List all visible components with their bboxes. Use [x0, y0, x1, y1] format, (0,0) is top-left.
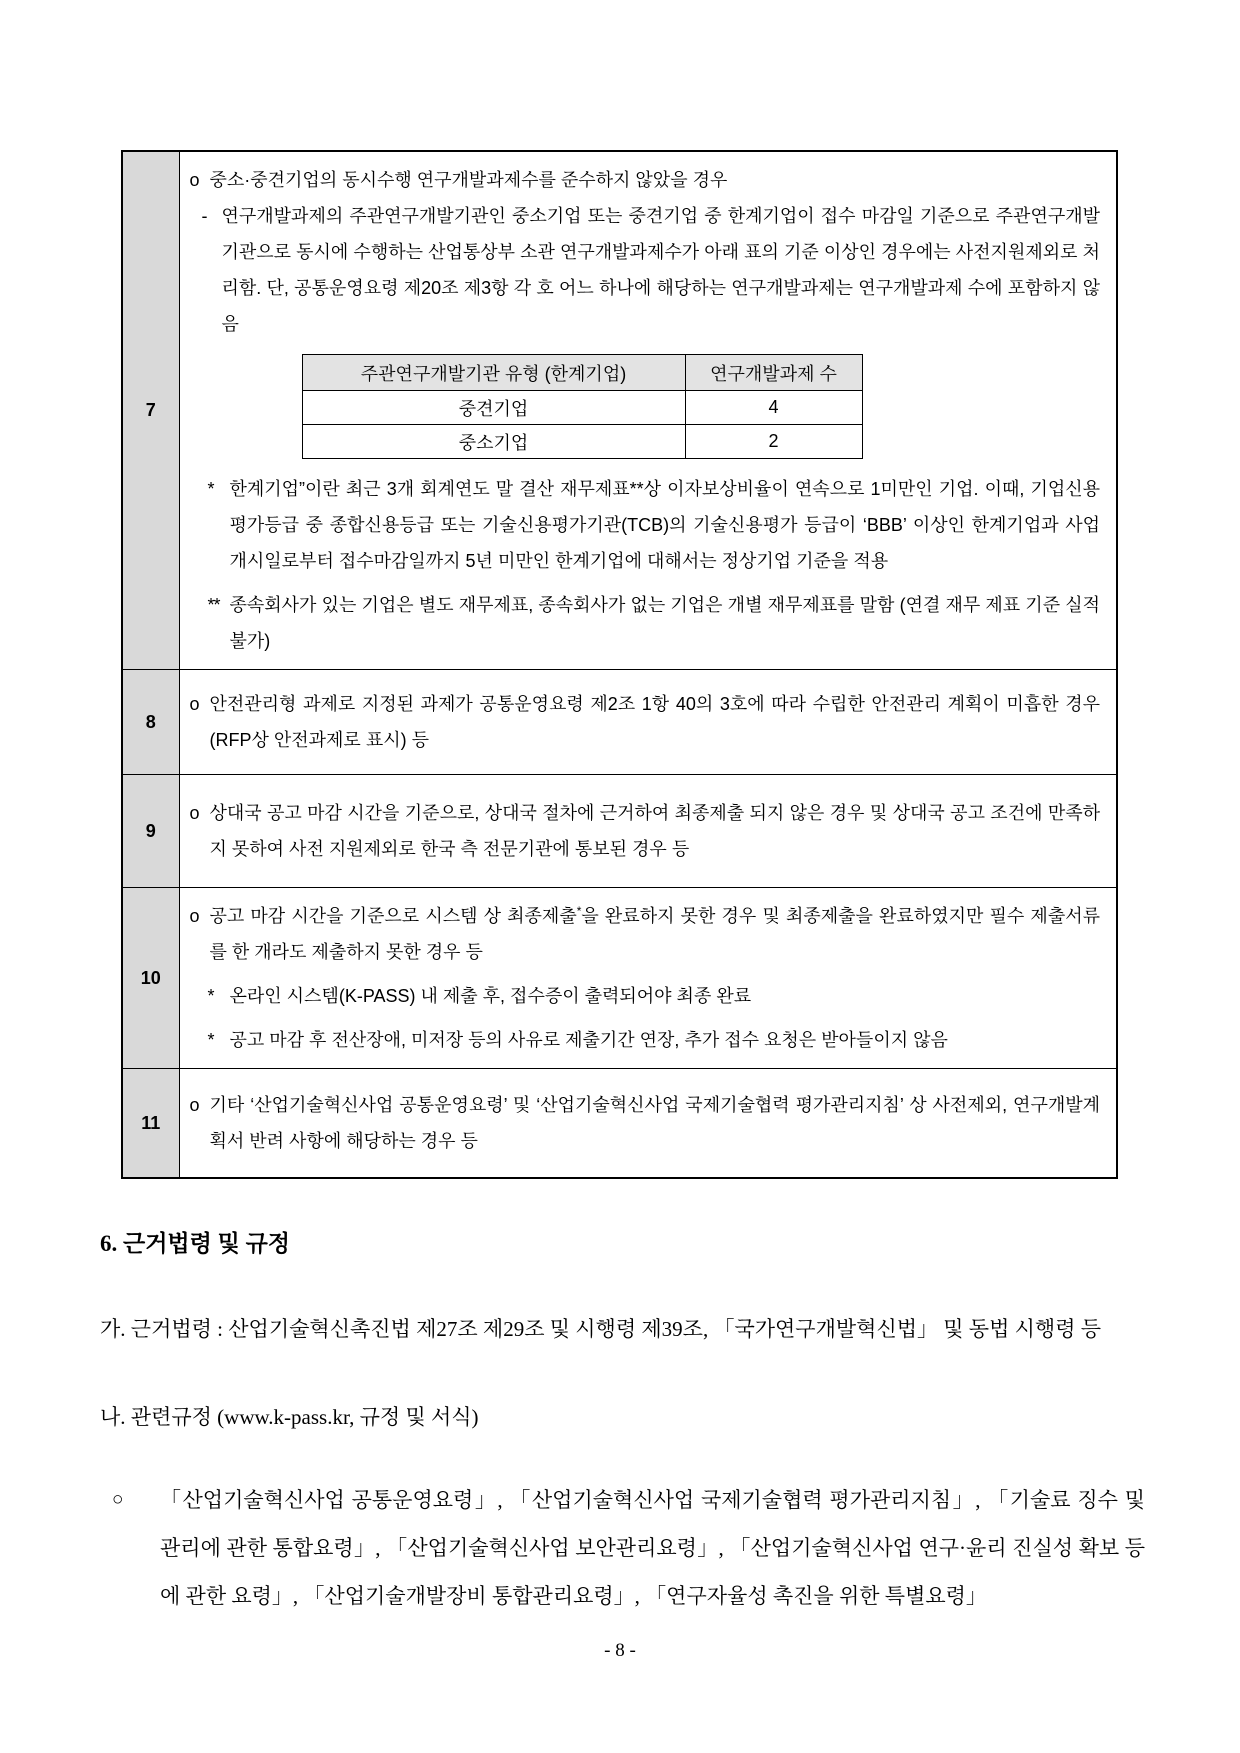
bullet-text: 상대국 공고 마감 시간을 기준으로, 상대국 절차에 근거하여 최종제출 되지 않은 경우 및 상대국 공고 조건에 만족하지 못하여 사전 지원제외로 한국 측 전문기관에 통보된 경우 등	[209, 803, 1100, 859]
footnote-text: 공고 마감 후 전산장애, 미저장 등의 사유로 제출기간 연장, 추가 접수 요청은 받아들이지 않음	[229, 1030, 948, 1050]
limit-table-row-small	[302, 425, 862, 459]
row-number: 11	[122, 1069, 179, 1179]
exclusion-criteria-table	[121, 150, 1118, 1179]
regulations-list-paragraph	[112, 1476, 1145, 1620]
row-content	[179, 775, 1117, 888]
row-content	[179, 151, 1117, 670]
bullet-text-post: 을 완료하지 못한 경우 및 최종제출을 완료하였지만 필수 제출서류를 한 개라도 제출하지 못한 경우 등	[209, 906, 1100, 962]
bullet-marker: o	[189, 803, 200, 823]
footnote-marker: *	[207, 1030, 214, 1050]
section-heading: 6. 근거법령 및 규정	[100, 1231, 291, 1256]
row-content	[179, 888, 1117, 1069]
row-number: 8	[122, 670, 179, 775]
row-number: 9	[122, 775, 179, 888]
bullet-text: 기타 ‘산업기술혁신사업 공통운영요령’ 및 ‘산업기술혁신사업 국제기술협력 평가관리지침’ 상 사전제외, 연구개발계획서 반려 사항에 해당하는 경우 등	[209, 1095, 1100, 1151]
table-row-7	[122, 151, 1117, 670]
footnote-text: 온라인 시스템(K-PASS) 내 제출 후, 접수증이 출력되어야 최종 완료	[229, 986, 752, 1006]
dash-paragraph	[202, 198, 1101, 342]
table-row-8	[122, 670, 1117, 775]
limit-table-header-row	[302, 355, 862, 391]
bullet-paragraph	[190, 795, 1101, 867]
dash-text: 연구개발과제의 주관연구개발기관인 중소기업 또는 중견기업 중 한계기업이 접수 마감일 기준으로 주관연구개발기관으로 동시에 수행하는 산업통상부 소관 연구개발과제수가 아래 표의 기준 이상인 경우에는 사전지원제외로 처리함. 단, 공통운영요령 제20조 제3항 각 호 어느 하나에 해당하는 연구개발과제는 연구개발과제 수에 포함하지 않음	[221, 206, 1100, 334]
footnote-text: 종속회사가 있는 기업은 별도 재무제표, 종속회사가 없는 기업은 개별 재무제표를 말함 (연결 재무 제표 기준 실적 불가)	[229, 595, 1100, 651]
legal-basis-label: 가. 근거법령 :	[100, 1317, 229, 1341]
limit-company-table	[302, 354, 863, 459]
limit-table-header-count: 연구개발과제 수	[685, 355, 862, 391]
circle-bullet-marker: ○	[112, 1489, 124, 1510]
limit-table-row-midsize	[302, 391, 862, 425]
row-content	[179, 670, 1117, 775]
project-count-cell: 4	[685, 391, 862, 425]
superscript-asterisk: *	[576, 904, 582, 918]
row-number: 7	[122, 151, 179, 670]
footnote-marker: **	[207, 595, 220, 615]
page-number: - 8 -	[604, 1640, 636, 1661]
related-regulations-paragraph: 나. 관련규정 (www.k-pass.kr, 규정 및 서식)	[100, 1405, 479, 1429]
bullet-marker: o	[189, 1095, 200, 1115]
footnote-paragraph	[208, 978, 1101, 1014]
table-row-11	[122, 1069, 1117, 1179]
legal-basis-text: 산업기술혁신촉진법 제27조 제29조 및 시행령 제39조, 「국가연구개발혁신법」 및 동법 시행령 등	[228, 1317, 1102, 1341]
row-number: 10	[122, 888, 179, 1069]
footnote-paragraph	[208, 471, 1101, 579]
bullet-paragraph	[190, 1087, 1101, 1159]
company-type-cell: 중견기업	[302, 391, 685, 425]
bullet-text-pre: 공고 마감 시간을 기준으로 시스템 상 최종제출	[209, 906, 577, 926]
footnote-text: 한계기업”이란 최근 3개 회계연도 말 결산 재무제표**상 이자보상비율이 연속으로 1미만인 기업. 이때, 기업신용평가등급 중 종합신용등급 또는 기술신용평가기관(TCB)의 기술신용평가 등급이 ‘BBB’ 이상인 한계기업과 사업개시일로부터 접수마감일까지 5년 미만인 한계기업에 대해서는 정상기업 기준을 적용	[229, 479, 1100, 571]
bullet-paragraph	[190, 162, 1101, 198]
dash-marker: -	[201, 206, 208, 226]
bullet-marker: o	[189, 906, 200, 926]
footnote-marker: *	[207, 479, 214, 499]
legal-basis-paragraph	[100, 1306, 1145, 1352]
bullet-marker: o	[189, 170, 200, 190]
bullet-paragraph	[190, 898, 1101, 970]
footnote-paragraph	[208, 587, 1101, 659]
footnote-paragraph	[208, 1022, 1101, 1058]
bullet-paragraph	[190, 686, 1101, 758]
legal-basis-section	[100, 1225, 1145, 1620]
bullet-text	[210, 898, 1101, 970]
footnote-marker: *	[207, 986, 214, 1006]
company-type-cell: 중소기업	[302, 425, 685, 459]
table-row-10	[122, 888, 1117, 1069]
project-count-cell: 2	[685, 425, 862, 459]
regulations-list-text: 「산업기술혁신사업 공통운영요령」, 「산업기술혁신사업 국제기술협력 평가관리지침」, 「기술료 징수 및 관리에 관한 통합요령」, 「산업기술혁신사업 보안관리요령」, 「산업기술혁신사업 연구·윤리 진실성 확보 등에 관한 요령」, 「산업기술개발장비 통합관리요령」, 「연구자율성 촉진을 위한 특별요령」	[160, 1488, 1145, 1608]
bullet-text: 중소·중견기업의 동시수행 연구개발과제수를 준수하지 않았을 경우	[209, 170, 728, 190]
bullet-marker: o	[189, 694, 200, 714]
table-row-9	[122, 775, 1117, 888]
row-content	[179, 1069, 1117, 1179]
limit-table-header-type: 주관연구개발기관 유형 (한계기업)	[302, 355, 685, 391]
bullet-text: 안전관리형 과제로 지정된 과제가 공통운영요령 제2조 1항 40의 3호에 따라 수립한 안전관리 계획이 미흡한 경우(RFP상 안전과제로 표시) 등	[209, 694, 1100, 750]
